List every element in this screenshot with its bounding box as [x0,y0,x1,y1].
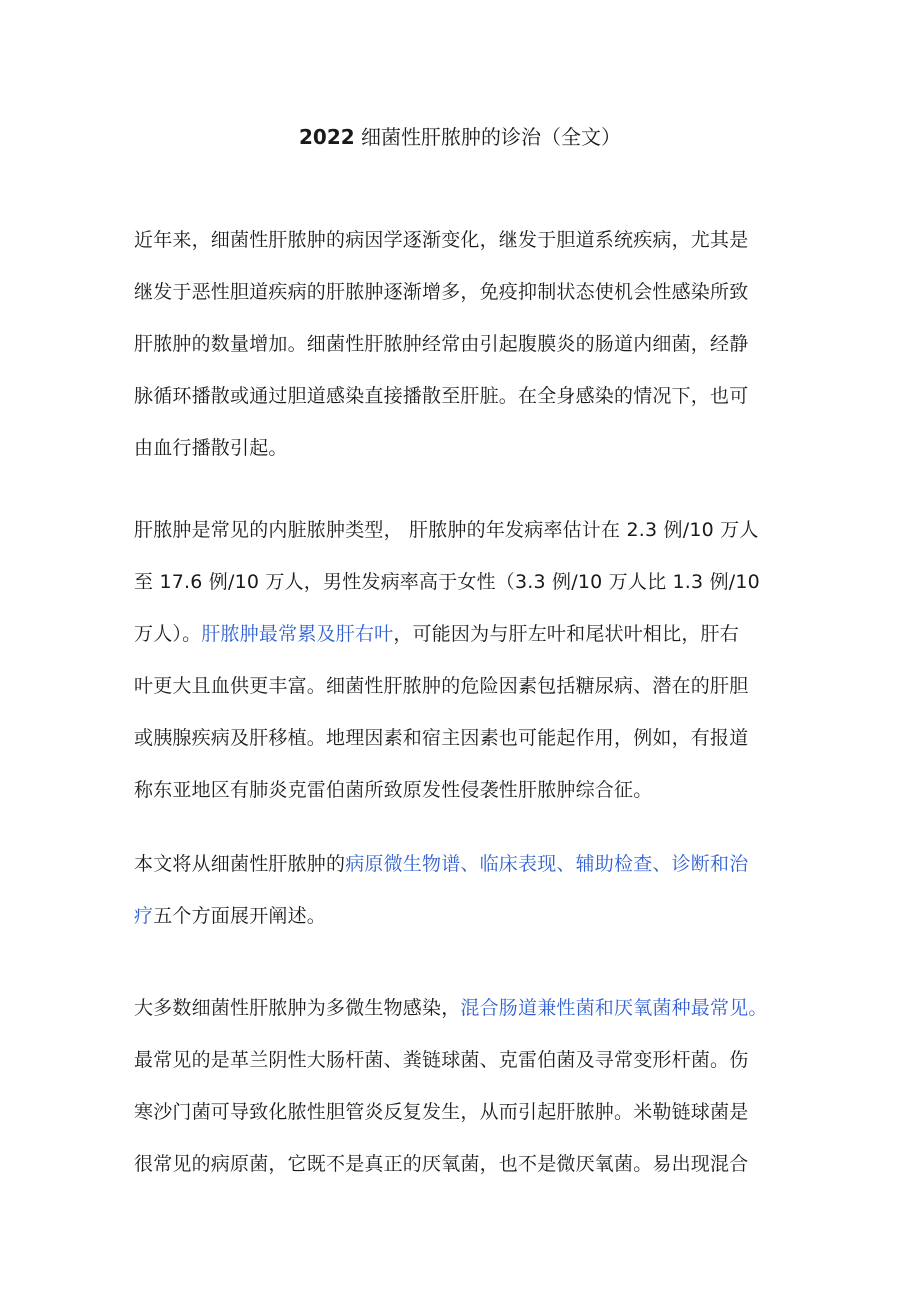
highlight-topics-end: 疗 [134,905,154,927]
paragraph-outline [134,838,794,942]
text-line: 或胰腺疾病及肝移植。地理因素和宿主因素也可能起作用，例如，有报道 [134,727,749,749]
highlight-right-lobe: 肝脓肿最常累及肝右叶 [201,623,394,645]
text-segment: 五个方面展开阐述。 [153,905,327,927]
text-line: 继发于恶性胆道疾病的肝脓肿逐渐增多，免疫抑制状态使机会性感染所致 [134,281,749,303]
paragraph-epidemiology [134,504,794,816]
text-line: 最常见的是革兰阴性大肠杆菌、粪链球菌、克雷伯菌及寻常变形杆菌。伤 [134,1049,749,1071]
text-segment: 大多数细菌性肝脓肿为多微生物感染， [134,997,461,1019]
text-line: 肝脓肿是常见的内脏脓肿类型， 肝脓肿的年发病率估计在 2.3 例/10 万人 [134,519,759,541]
text-line [134,890,794,942]
highlight-topics: 病原微生物谱、临床表现、辅助检查、诊断和治 [345,853,749,875]
paragraph-etiology [134,214,794,474]
text-segment: ，可能因为与肝左叶和尾状叶相比，肝右 [393,623,739,645]
text-line: 肝脓肿的数量增加。细菌性肝脓肿经常由引起腹膜炎的肠道内细菌，经静 [134,333,749,355]
text-segment: 万人）。 [134,623,202,645]
highlight-mixed-flora: 混合肠道兼性菌和厌氧菌种最常见。 [460,997,768,1019]
text-line: 寒沙门菌可导致化脓性胆管炎反复发生，从而引起肝脓肿。米勒链球菌是 [134,1101,749,1123]
text-line: 很常见的病原菌，它既不是真正的厌氧菌，也不是微厌氧菌。易出现混合 [134,1153,749,1175]
document-title [0,122,920,152]
text-line [134,608,794,660]
text-segment: 本文将从细菌性肝脓肿的 [134,853,346,875]
text-line: 近年来，细菌性肝脓肿的病因学逐渐变化，继发于胆道系统疾病，尤其是 [134,229,749,251]
text-line: 脉循环播散或通过胆道感染直接播散至肝脏。在全身感染的情况下，也可 [134,385,749,407]
text-line: 叶更大且血供更丰富。细菌性肝脓肿的危险因素包括糖尿病、潜在的肝胆 [134,675,749,697]
text-line: 称东亚地区有肺炎克雷伯菌所致原发性侵袭性肝脓肿综合征。 [134,779,653,801]
title-text: 细菌性肝脓肿的诊治（全文） [354,125,622,149]
text-line: 由血行播散引起。 [134,437,288,459]
paragraph-pathogens [134,982,794,1190]
text-line [134,838,794,890]
text-line: 至 17.6 例/10 万人，男性发病率高于女性（3.3 例/10 万人比 1.3 例/10 [134,571,760,593]
title-year: 2022 [298,125,355,149]
text-line [134,982,794,1034]
